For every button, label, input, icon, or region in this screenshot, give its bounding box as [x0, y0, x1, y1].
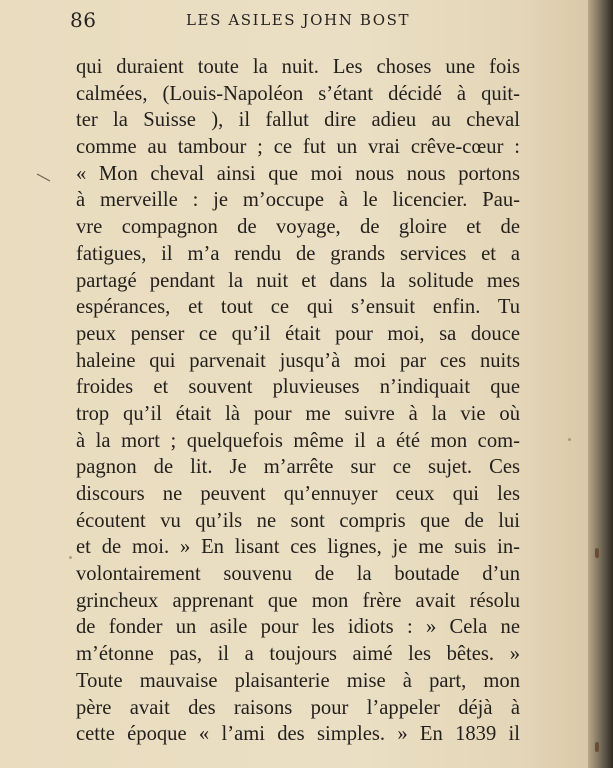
text-line: de fonder un asile pour les idiots : » Cela ne — [76, 616, 520, 639]
text-line: père avait des raisons pour l’appeler déjà à — [76, 696, 520, 719]
text-line: discours ne peuvent qu’ennuyer ceux qui les — [76, 483, 520, 505]
running-title: LES ASILES JOHN BOST — [186, 11, 411, 29]
text-line: trop qu’il était là pour me suivre à la vie où — [76, 402, 520, 425]
gutter-mark — [595, 742, 599, 752]
body-text — [76, 54, 520, 748]
text-line: pagnon de lit. Je m’arrête sur ce sujet. Ces — [76, 456, 520, 479]
text-line: « Mon cheval ainsi que moi nous nous portons — [76, 162, 520, 185]
text-line: haleine qui parvenait jusqu’à moi par ces nuits — [76, 349, 520, 372]
text-line: m’étonne pas, il a toujours aimé les bêtes. » — [76, 643, 520, 666]
text-line: écoutent vu qu’ils ne sont compris que de lui — [76, 509, 520, 532]
paper-speck — [568, 438, 571, 441]
text-line: grincheux apprenant que mon frère avait résolu — [76, 589, 520, 612]
text-line: volontairement souvenu de la boutade d’un — [76, 563, 520, 586]
pencil-mark — [36, 172, 52, 182]
text-line: Toute mauvaise plaisanterie mise à part, mon — [76, 669, 520, 692]
gutter-mark — [595, 548, 599, 558]
text-line: cette époque « l’ami des simples. » En 1839 il — [76, 723, 520, 746]
text-line: partagé pendant la nuit et dans la solitude mes — [76, 269, 520, 292]
text-line: calmées, (Louis-Napoléon s’étant décidé à quit- — [76, 82, 520, 105]
book-gutter — [588, 0, 613, 768]
text-line: espérances, et tout ce qui s’ensuit enfin. Tu — [76, 296, 520, 319]
text-line: à la mort ; quelquefois même il a été mon com- — [76, 429, 520, 452]
text-line: à merveille : je m’occupe à le licencier. Pau- — [76, 189, 520, 212]
page-number: 86 — [70, 8, 97, 32]
text-line: comme au tambour ; ce fut un vrai crêve-cœur : — [76, 136, 520, 159]
text-line: vre compagnon de voyage, de gloire et de — [76, 216, 520, 239]
paper-speck — [69, 556, 72, 559]
running-head — [70, 8, 530, 32]
text-line: peux penser ce qu’il était pour moi, sa douce — [76, 322, 520, 345]
text-line: et de moi. » En lisant ces lignes, je me suis in- — [76, 536, 520, 559]
text-line: fatigues, il m’a rendu de grands services et a — [76, 242, 520, 265]
text-line: froides et souvent pluvieuses n’indiquait que — [76, 376, 520, 399]
text-line: ter la Suisse ), il fallut dire adieu au cheval — [76, 109, 520, 132]
text-line: qui duraient toute la nuit. Les choses une fois — [76, 56, 520, 78]
